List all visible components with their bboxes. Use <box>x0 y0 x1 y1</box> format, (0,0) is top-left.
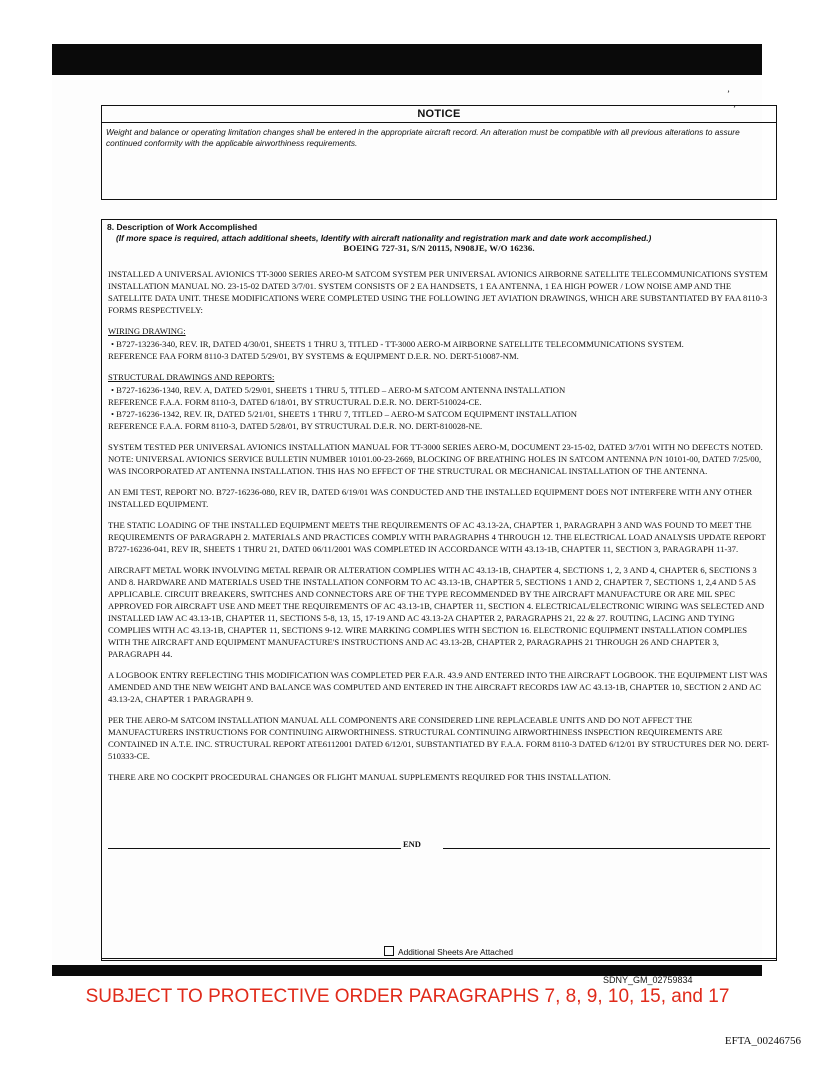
bates-number: SDNY_GM_02759834 <box>603 975 693 985</box>
system-tested-paragraph: SYSTEM TESTED PER UNIVERSAL AVIONICS INSTALLATION MANUAL FOR TT-3000 SERIES AERO-M, DOCUMENT 23-15-02, DATED 3/7/01 WITH NO DEFECTS NOTED. NOTE: UNIVERSAL AVIONICS SERVICE BULLETIN NUMBER 10101.00-23-2669, BLOCKING OF BREATHING HOLES IN SATCOM ANTENNA P/N 10101-00, DATED 7/25/00, WAS INCORPORATED AT ANTENNA INSTALLATION. THIS HAS NO EFFECT OF THE STRUCTURAL OR MECHANICAL INSTALLATION OF THE ANTENNA. <box>108 442 763 476</box>
description-of-work-box <box>101 219 777 961</box>
form-bottom-rule <box>102 958 776 959</box>
end-rule-right <box>443 848 770 849</box>
wiring-drawing-reference: REFERENCE FAA FORM 8110-3 DATED 5/29/01, BY SYSTEMS & EQUIPMENT D.E.R. NO. DERT-510087-NM. <box>108 351 519 361</box>
scan-speck: ’ <box>727 89 730 99</box>
scan-speck: ’ <box>733 104 736 114</box>
structural-drawing-item-2: • B727-16236-1342, REV. IR, DATED 5/21/01, SHEETS 1 THRU 7, TITLED – AERO-M SATCOM EQUIPMENT INSTALLATION <box>111 409 577 419</box>
intro-paragraph: INSTALLED A UNIVERSAL AVIONICS TT-3000 SERIES AREO-M SATCOM SYSTEM PER UNIVERSAL AVIONICS AIRBORNE SATELLITE TELECOMMUNICATIONS SYSTEM INSTALLATION MANUAL NO. 23-15-02 DATED 3/7/01. SYSTEM CONSISTS OF 2 EA HANDSETS, 1 EA ANTENNA, 1 EA HIGH POWER / LOW NOISE AMP AND THE SATELLITE DATA UNIT. THESE MODIFICATIONS WERE COMPLETED USING THE FOLLOWING JET AVIATION DRAWINGS, WHICH ARE SUBSTANTIATED BY FAA 8110-3 FORMS RESPECTIVELY: <box>108 269 768 315</box>
protective-order-banner: SUBJECT TO PROTECTIVE ORDER PARAGRAPHS 7, 8, 9, 10, 15, and 17 <box>85 986 730 1007</box>
structural-drawings-heading: STRUCTURAL DRAWINGS AND REPORTS: <box>108 372 275 382</box>
end-rule-left <box>108 848 401 849</box>
logbook-paragraph: A LOGBOOK ENTRY REFLECTING THIS MODIFICATION WAS COMPLETED PER F.A.R. 43.9 AND ENTERED INTO THE AIRCRAFT LOGBOOK. THE EQUIPMENT LIST WAS AMENDED AND THE NEW WEIGHT AND BALANCE WAS COMPUTED AND ENTERED IN THE AIRCRAFT RECORDS IAW AC 43.13-1B, CHAPTER 10, SECTION 2 AND AC 43.13-2A, CHAPTER 1 PARAGRAPH 9. <box>108 670 768 704</box>
notice-text: Weight and balance or operating limitation changes shall be entered in the appropriate aircraft record. An alteration must be compatible with all previous alterations to assure continued conformity with the applicable airworthiness requirements. <box>106 127 740 148</box>
end-label: END <box>403 839 421 849</box>
structural-drawing-reference-1: REFERENCE F.A.A. FORM 8110-3, DATED 6/18/01, BY STRUCTURAL D.E.R. NO. DERT-510024-CE. <box>108 397 482 407</box>
static-loading-paragraph: THE STATIC LOADING OF THE INSTALLED EQUIPMENT MEETS THE REQUIREMENTS OF AC 43.13-2A, CHAPTER 1, PARAGRAPH 3 AND WAS FOUND TO MEET THE REQUIREMENTS OF PARAGRAPH 2. MATERIALS AND PRACTICES COMPLY WITH PARAGRAPHS 4 THROUGH 12. THE ELECTRICAL LOAD ANALYSIS UPDATE REPORT B727-16236-041, REV IR, SHEETS 1 THRU 21, DATED 06/11/2001 WAS COMPLETED IN ACCORDANCE WITH 43.13-1B, CHAPTER 11, SECTION 3, PARAGRAPH 11-37. <box>108 520 766 554</box>
additional-sheets-row <box>384 946 513 957</box>
work-description-body <box>108 268 770 792</box>
section-8-heading: 8. Description of Work Accomplished <box>107 222 258 232</box>
notice-box <box>101 105 777 200</box>
lru-paragraph: PER THE AERO-M SATCOM INSTALLATION MANUAL ALL COMPONENTS ARE CONSIDERED LINE REPLACEABLE UNITS AND DO NOT AFFECT THE MANUFACTURERS INSTRUCTIONS FOR CONTINUING AIRWORTHINESS. STRUCTURAL CONTINUING AIRWORTHINESS INSPECTION REQUIREMENTS ARE CONTAINED IN A.T.E. INC. STRUCTURAL REPORT ATE6112001 DATED 6/12/01, SUBSTANTIATED BY F.A.A. FORM 8110-3 DATED 6/12/01 BY STRUCTURES DER NO. DERT-510333-CE. <box>108 715 769 761</box>
cockpit-paragraph: THERE ARE NO COCKPIT PROCEDURAL CHANGES OR FLIGHT MANUAL SUPPLEMENTS REQUIRED FOR THIS INSTALLATION. <box>108 772 611 782</box>
aircraft-identification: BOEING 727-31, S/N 20115, N908JE, W/O 16236. <box>343 243 535 253</box>
additional-sheets-checkbox[interactable] <box>384 946 394 956</box>
notice-divider <box>102 122 776 123</box>
section-8-instructions: (If more space is required, attach additional sheets, Identify with aircraft nationality and registration mark and date work accomplished.) <box>116 233 652 243</box>
scan-top-border <box>52 44 762 75</box>
efta-number: EFTA_00246756 <box>724 1035 801 1047</box>
emi-test-paragraph: AN EMI TEST, REPORT NO. B727-16236-080, REV IR, DATED 6/19/01 WAS CONDUCTED AND THE INSTALLED EQUIPMENT DOES NOT INTERFERE WITH ANY OTHER INSTALLED EQUIPMENT. <box>108 487 753 509</box>
structural-drawing-item-1: • B727-16236-1340, REV. A, DATED 5/29/01, SHEETS 1 THRU 5, TITLED – AERO-M SATCOM ANTENNA INSTALLATION <box>111 385 566 395</box>
structural-drawing-reference-2: REFERENCE F.A.A. FORM 8110-3, DATED 5/28/01, BY STRUCTURAL D.E.R. NO. DERT-810028-NE. <box>108 421 483 431</box>
wiring-drawing-item: • B727-13236-340, REV. IR, DATED 4/30/01, SHEETS 1 THRU 3, TITLED - TT-3000 AERO-M AIRBORNE SATELLITE TELECOMMUNICATIONS SYSTEM. <box>111 339 684 349</box>
wiring-drawing-heading: WIRING DRAWING: <box>108 326 186 336</box>
additional-sheets-label: Additional Sheets Are Attached <box>398 947 514 957</box>
scanned-form-page <box>52 44 769 976</box>
notice-title: NOTICE <box>417 108 461 120</box>
metal-work-paragraph: AIRCRAFT METAL WORK INVOLVING METAL REPAIR OR ALTERATION COMPLIES WITH AC 43.13-1B, CHAPTER 4, SECTIONS 1, 2, 3 AND 4, CHAPTER 6, SECTIONS 3 AND 8. HARDWARE AND MATERIALS USED THE INSTALLATION CONFORM TO AC 43.13-1B, CHAPTER 5, SECTIONS 1 AND 2, CHAPTER 7, SECTIONS 1, 2,4 AND 5 AS APPLICABLE. CIRCUIT BREAKERS, SWITCHES AND CONNECTORS ARE OF THE TYPE RECOMMENDED BY THE AIRCRAFT MANUFACTURE OR ARE MIL SPEC APPROVED FOR AIRCRAFT USE AND MEET THE REQUIREMENTS OF AC 43.13-1B, CHAPTER 11, SECTION 4. ELECTRICAL/ELECTRONIC WIRING WAS SELECTED AND INSTALLED IAW AC 43.13-1B, CHAPTER 11, SECTIONS 5-8, 13, 15, 17-19 AND AC 43.13-2A CHAPTER 2, PARAGRAPHS 21, 22 & 27. ROUTING, LACING AND TYING COMPLIES WITH AC 43.13-1B, CHAPTER 11, SECTIONS 9-12. WIRE MARKING COMPLIES WITH SECTION 16. ELECTRONIC EQUIPMENT INSTALLATION COMPLIES WITH THE AIRCRAFT AND EQUIPMENT MANUFACTURE'S INSTRUCTIONS AND AC 43.13-2B, CHAPTER 2, PARAGRAPHS 21 THROUGH 26 AND CHAPTER 3, PARAGRAPH 44. <box>108 565 765 659</box>
end-line <box>108 839 770 853</box>
